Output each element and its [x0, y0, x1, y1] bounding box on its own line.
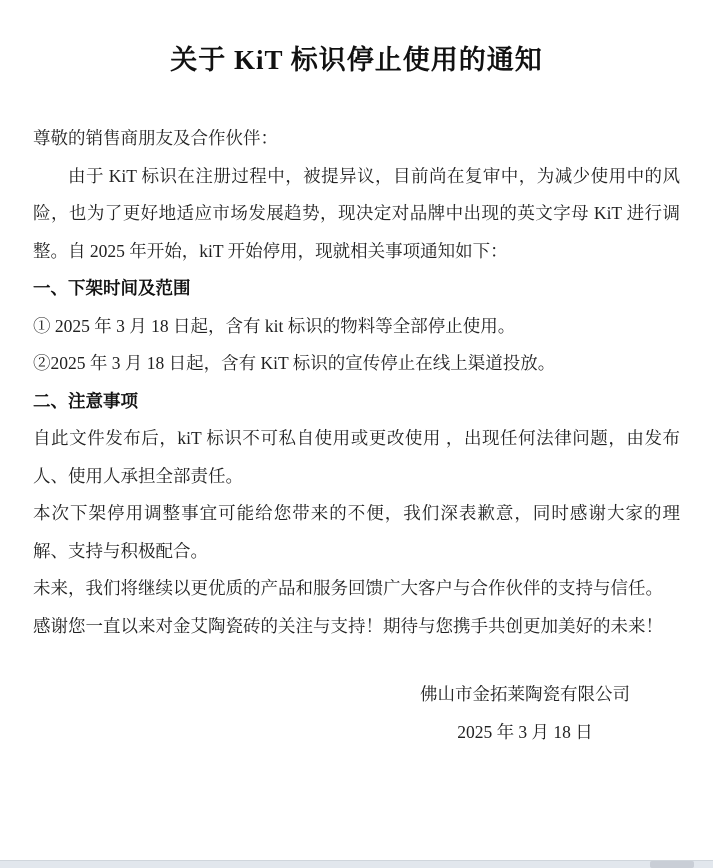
section2-paragraph-2: 本次下架停用调整事宜可能给您带来的不便，我们深表歉意，同时感谢大家的理解、支持与积极配合。 — [33, 503, 680, 561]
section2-heading: 二、注意事项 — [33, 390, 138, 411]
section1-item-1: ① 2025 年 3 月 18 日起，含有 kit 标识的物料等全部停止使用。 — [33, 315, 516, 336]
section2-paragraph-1: 自此文件发布后，kiT 标识不可私自使用或更改使用 ，出现任何法律问题，由发布人、使用人承担全部责任。 — [33, 428, 680, 486]
scrollbar-thumb[interactable] — [650, 861, 694, 868]
signature-block — [33, 676, 680, 751]
horizontal-scrollbar[interactable] — [0, 860, 713, 868]
document-body — [33, 120, 680, 645]
signature-company: 佛山市金拓莱陶瓷有限公司 — [420, 684, 630, 704]
document-title: 关于 KiT 标识停止使用的通知 — [170, 45, 543, 75]
intro-paragraph: 由于 KiT 标识在注册过程中，被提异议，目前尚在复审中，为减少使用中的风险，也为了更好地适应市场发展趋势，现决定对品牌中出现的英文字母 KiT 进行调整。自 2025 年开始，kiT 开始停用，现就相关事项通知如下： — [33, 165, 680, 261]
section1-item-2: ②2025 年 3 月 18 日起，含有 KiT 标识的宣传停止在线上渠道投放。 — [33, 353, 556, 373]
section2-paragraph-4: 感谢您一直以来对金艾陶瓷砖的关注与支持！期待与您携手共创更加美好的未来！ — [33, 615, 663, 636]
section1-heading: 一、下架时间及范围 — [33, 278, 191, 298]
section2-paragraph-3: 未来，我们将继续以更优质的产品和服务回馈广大客户与合作伙伴的支持与信任。 — [33, 578, 663, 598]
salutation: 尊敬的销售商朋友及合作伙伴： — [33, 128, 278, 148]
signature-date: 2025 年 3 月 18 日 — [457, 721, 593, 742]
